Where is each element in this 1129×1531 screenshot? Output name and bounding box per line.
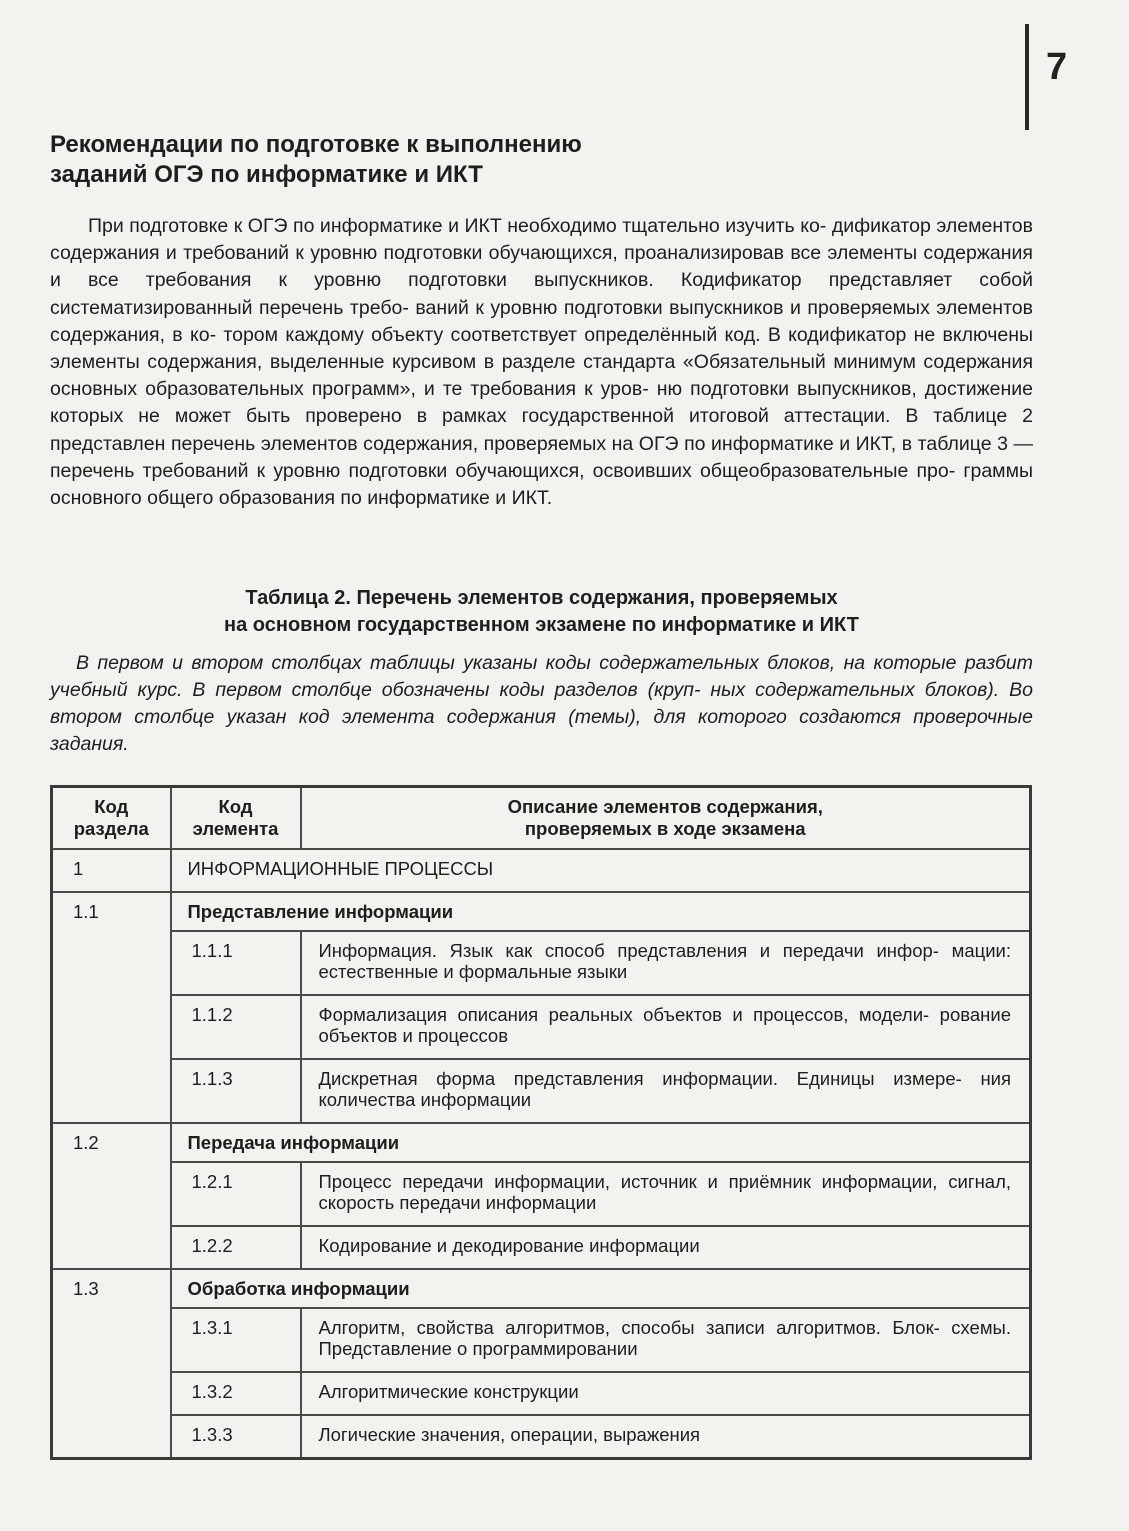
element-code: 1.1.1 (171, 931, 301, 995)
intro-line: граммы основного общего образования по информатике и ИКТ. (50, 459, 1034, 510)
page-number: 7 (1046, 46, 1068, 88)
element-row (52, 1226, 1031, 1269)
section-row (52, 1269, 1031, 1308)
topic-code: 1 (52, 849, 171, 892)
intro-line: тором каждому объекту соответствует определённый код. В кодификатор не включены (223, 323, 1034, 346)
element-code: 1.2.2 (171, 1226, 301, 1269)
element-code: 1.3.3 (171, 1415, 301, 1459)
section-heading (50, 130, 770, 190)
table-note-line: которые разбит учебный курс. В первом столбце обозначены коды разделов (круп- (50, 652, 1033, 701)
element-row (52, 1415, 1031, 1459)
section-title: Обработка информации (171, 1269, 1031, 1308)
table-note-line: ных содержательных блоков). Во втором столбце указан код элемента содержания (50, 679, 1034, 728)
section-title: Передача информации (171, 1123, 1031, 1162)
section-row (52, 892, 1031, 931)
element-row (52, 1059, 1031, 1123)
section-code: 1.2 (52, 1123, 171, 1269)
element-description: Алгоритм, свойства алгоритмов, способы записи алгоритмов. Блок- схемы. Представление о программировании (301, 1308, 1031, 1372)
element-description: Кодирование и декодирование информации (301, 1226, 1031, 1269)
element-description: Логические значения, операции, выражения (301, 1415, 1031, 1459)
intro-line: проанализировав все элементы содержания и все требования к уровню подготовки (50, 242, 1033, 292)
page-edge-rule (1025, 24, 1029, 130)
element-description: Дискретная форма представления информации. Единицы измере- ния количества информации (301, 1059, 1031, 1123)
heading-line-2: заданий ОГЭ по информатике и ИКТ (50, 161, 483, 188)
table-note-line: В первом и втором столбцах таблицы указаны коды содержательных блоков, на (76, 652, 866, 674)
element-row (52, 1372, 1031, 1415)
intro-paragraph (50, 213, 1033, 512)
section-row (52, 1123, 1031, 1162)
intro-line: дификатор элементов содержания и требований к уровню подготовки обучающихся, (50, 215, 1034, 265)
header-description: Описание элементов содержания, проверяемых в ходе экзамена (301, 787, 1031, 850)
intro-line: ваний к уровню подготовки выпускников и проверяемых элементов содержания, в ко- (50, 296, 1033, 346)
element-code: 1.3.1 (171, 1308, 301, 1372)
section-title: Представление информации (171, 892, 1031, 931)
element-description: Информация. Язык как способ представления и передачи инфор- мации: естественные и формальные языки (301, 931, 1031, 995)
table-title-line-1: Таблица 2. Перечень элементов содержания, проверяемых (245, 587, 838, 609)
element-row (52, 931, 1031, 995)
intro-line: элементы содержания, выделенные курсивом в разделе стандарта «Обязательный (50, 351, 826, 374)
element-code: 1.1.3 (171, 1059, 301, 1123)
intro-line: выпускников. Кодификатор представляет собой систематизированный перечень требо- (50, 269, 1033, 319)
intro-line: При подготовке к ОГЭ по информатике и ИКТ необходимо тщательно изучить ко- (88, 215, 827, 237)
element-row (52, 1162, 1031, 1226)
intro-line: государственной итоговой аттестации. В таблице 2 представлен перечень элементов (50, 405, 1033, 455)
topic-row (52, 849, 1031, 892)
topic-title: ИНФОРМАЦИОННЫЕ ПРОЦЕССЫ (171, 849, 1031, 892)
element-description: Процесс передачи информации, источник и приёмник информации, сигнал, скорость передачи информации (301, 1162, 1031, 1226)
section-code: 1.3 (52, 1269, 171, 1459)
section-code: 1.1 (52, 892, 171, 1123)
header-section-code: Код раздела (52, 787, 171, 850)
element-description: Формализация описания реальных объектов и процессов, модели- рование объектов и процессов (301, 995, 1031, 1059)
content-elements-table (50, 785, 1032, 1460)
intro-line: содержания, проверяемых на ОГЭ по информатике и ИКТ, в таблице 3 — перечень (50, 432, 1034, 482)
intro-line: ню подготовки выпускников, достижение которых не может быть проверено в рамках (50, 378, 1034, 428)
element-row (52, 1308, 1031, 1372)
intro-line: минимум содержания основных образовательных программ», и те требования к уров- (50, 351, 1033, 401)
table-header-row (52, 787, 1031, 850)
element-code: 1.1.2 (171, 995, 301, 1059)
table-note-line: (темы), для которого создаются проверочные задания. (50, 706, 1034, 755)
intro-line: требований к уровню подготовки обучающихся, освоивших общеобразовательные про- (142, 459, 956, 482)
header-element-code: Код элемента (171, 787, 301, 850)
table-note (50, 650, 1033, 758)
element-description: Алгоритмические конструкции (301, 1372, 1031, 1415)
element-code: 1.2.1 (171, 1162, 301, 1226)
heading-line-1: Рекомендации по подготовке к выполнению (50, 131, 582, 158)
element-code: 1.3.2 (171, 1372, 301, 1415)
table-title-line-2: на основном государственном экзамене по информатике и ИКТ (224, 613, 859, 636)
table-title (50, 585, 1033, 638)
element-row (52, 995, 1031, 1059)
